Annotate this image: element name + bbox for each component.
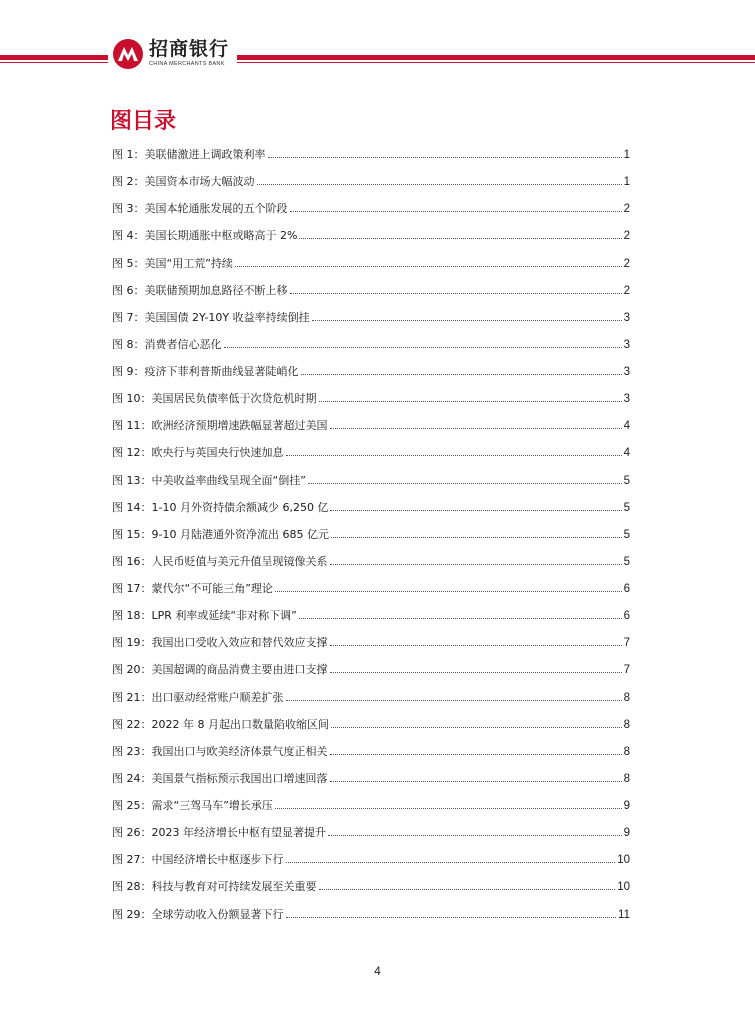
toc-leader-dots	[330, 663, 622, 673]
toc-entry-label: 图 2：美国资本市场大幅波动	[112, 175, 255, 189]
toc-entry[interactable]	[112, 521, 630, 548]
toc-entry-page: 10	[617, 854, 630, 867]
toc-entry-page: 2	[623, 284, 630, 297]
toc-leader-dots	[299, 229, 621, 239]
toc-leader-dots	[330, 501, 621, 511]
toc-leader-dots	[328, 826, 622, 836]
toc-entry[interactable]	[112, 575, 630, 602]
toc-entry-page: 2	[623, 230, 630, 243]
toc-entry-page: 6	[623, 610, 630, 623]
toc-entry-page: 2	[623, 203, 630, 216]
toc-entry[interactable]	[112, 548, 630, 575]
toc-entry-page: 9	[623, 827, 630, 840]
toc-entry-label: 图 15：9-10 月陆港通外资净流出 685 亿元	[112, 527, 329, 541]
toc-entry-label: 图 16：人民币贬值与美元升值呈现镜像关系	[112, 554, 328, 568]
toc-entry[interactable]	[112, 250, 630, 277]
toc-entry-label: 图 28：科技与教育对可持续发展至关重要	[112, 880, 317, 894]
toc-leader-dots	[331, 718, 622, 728]
toc-entry-label: 图 1：美联储激进上调政策利率	[112, 148, 266, 161]
toc-leader-dots	[275, 582, 622, 592]
toc-entry[interactable]	[112, 412, 630, 439]
page-number: 4	[374, 964, 381, 978]
toc-entry[interactable]	[112, 385, 630, 412]
toc-entry-label: 图 19：我国出口受收入效应和替代效应支撑	[112, 636, 328, 650]
toc-entry[interactable]	[112, 277, 630, 304]
toc-leader-dots	[290, 202, 622, 212]
toc-entry[interactable]	[112, 602, 630, 629]
toc-leader-dots	[330, 636, 622, 646]
toc-entry-page: 2	[623, 257, 630, 270]
toc-entry[interactable]	[112, 629, 630, 656]
toc-entry-page: 3	[623, 311, 630, 324]
toc-entry-page: 8	[623, 745, 630, 758]
toc-entry-page: 5	[623, 501, 630, 514]
toc-entry-label: 图 25：需求“三驾马车”增长承压	[112, 799, 273, 812]
toc-entry-label: 图 11：欧洲经济预期增速跌幅显著超过美国	[112, 419, 328, 433]
toc-entry[interactable]	[112, 873, 630, 900]
logo-english-name: CHINA MERCHANTS BANK	[149, 61, 225, 67]
toc-leader-dots	[235, 257, 622, 267]
toc-leader-dots	[286, 908, 617, 918]
toc-entry[interactable]	[112, 819, 630, 846]
toc-entry-label: 图 26：2023 年经济增长中枢有望显著提升	[112, 826, 326, 840]
toc-leader-dots	[224, 338, 622, 348]
toc-entry-page: 8	[623, 718, 630, 731]
toc-leader-dots	[275, 799, 622, 809]
toc-entry[interactable]	[112, 222, 630, 249]
toc-leader-dots	[286, 446, 622, 456]
toc-entry-page: 5	[623, 555, 630, 568]
toc-entry-label: 图 29：全球劳动收入份额显著下行	[112, 907, 284, 921]
toc-entry[interactable]	[112, 467, 630, 494]
toc-entry[interactable]	[112, 195, 630, 222]
toc-entry-label: 图 23：我国出口与欧美经济体景气度正相关	[112, 744, 328, 758]
toc-leader-dots	[290, 284, 622, 294]
toc-leader-dots	[330, 555, 622, 565]
toc-entry-label: 图 14：1-10 月外资持债余额减少 6,250 亿	[112, 500, 329, 514]
toc-leader-dots	[308, 474, 622, 484]
logo-chinese-name: 招商银行	[149, 38, 230, 60]
toc-entry[interactable]	[112, 765, 630, 792]
toc-entry-label: 图 10：美国居民负债率低于次贷危机时期	[112, 392, 317, 406]
toc-entry-label: 图 27：中国经济增长中枢逐步下行	[112, 853, 284, 867]
toc-entry-page: 4	[623, 420, 630, 433]
toc-entry[interactable]	[112, 358, 630, 385]
toc-entry-label: 图 3：美国本轮通胀发展的五个阶段	[112, 202, 288, 216]
toc-entry[interactable]	[112, 738, 630, 765]
figure-index-list	[112, 141, 630, 928]
toc-entry[interactable]	[112, 846, 630, 873]
toc-entry-page: 1	[623, 176, 630, 189]
toc-entry-label: 图 22：2022 年 8 月起出口数量陷收缩区间	[112, 717, 329, 731]
toc-entry-page: 8	[623, 691, 630, 704]
toc-entry[interactable]	[112, 901, 630, 928]
toc-entry[interactable]	[112, 494, 630, 521]
toc-entry-page: 5	[623, 528, 630, 541]
toc-entry-label: 图 9：疫济下菲利普斯曲线显著陡峭化	[112, 365, 299, 378]
toc-entry-page: 11	[618, 908, 630, 921]
toc-entry-label: 图 4：美国长期通胀中枢或略高于 2%	[112, 229, 298, 243]
toc-entry-label: 图 8：消费者信心恶化	[112, 337, 222, 351]
page-title: 图目录	[110, 109, 177, 134]
toc-entry-page: 7	[623, 664, 630, 677]
toc-entry-page: 4	[623, 447, 630, 460]
toc-entry-label: 图 7：美国国债 2Y-10Y 收益率持续倒挂	[112, 310, 310, 324]
toc-leader-dots	[268, 148, 622, 158]
toc-entry[interactable]	[112, 168, 630, 195]
toc-entry-page: 7	[623, 637, 630, 650]
toc-entry-label: 图 20：美国超调的商品消费主要由进口支撑	[112, 663, 328, 677]
toc-leader-dots	[319, 392, 622, 402]
toc-entry-label: 图 5：美国“用工荒”持续	[112, 256, 233, 270]
toc-entry-label: 图 6：美联储预期加息路径不断上移	[112, 283, 288, 297]
toc-entry-label: 图 21：出口驱动经常账户顺差扩张	[112, 690, 284, 704]
toc-entry-page: 3	[623, 393, 630, 406]
toc-entry-label: 图 13：中美收益率曲线呈现全面“倒挂”	[112, 473, 306, 487]
toc-leader-dots	[330, 772, 622, 782]
toc-leader-dots	[331, 528, 622, 538]
toc-entry[interactable]	[112, 331, 630, 358]
toc-leader-dots	[319, 880, 616, 890]
toc-entry[interactable]	[112, 439, 630, 466]
toc-entry[interactable]	[112, 792, 630, 819]
toc-entry-label: 图 18：LPR 利率或延续“非对称下调”	[112, 609, 297, 623]
toc-entry-label: 图 12：欧央行与英国央行快速加息	[112, 446, 284, 460]
toc-entry-label: 图 24：美国景气指标预示我国出口增速回落	[112, 771, 328, 785]
toc-entry[interactable]	[112, 711, 630, 738]
toc-entry[interactable]	[112, 684, 630, 711]
toc-entry[interactable]	[112, 304, 630, 331]
toc-entry[interactable]	[112, 656, 630, 683]
toc-leader-dots	[299, 609, 622, 619]
toc-leader-dots	[312, 311, 622, 321]
toc-entry-page: 3	[623, 366, 630, 378]
toc-entry-page: 9	[623, 800, 630, 812]
toc-entry-label: 图 17：蒙代尔“不可能三角”理论	[112, 582, 273, 595]
toc-entry-page: 5	[623, 474, 630, 487]
toc-leader-dots	[330, 419, 622, 429]
toc-leader-dots	[286, 853, 616, 863]
toc-leader-dots	[330, 745, 622, 755]
toc-leader-dots	[257, 175, 622, 185]
toc-entry[interactable]	[112, 141, 630, 168]
toc-leader-dots	[301, 365, 622, 375]
toc-entry-page: 6	[623, 583, 630, 595]
toc-entry-page: 8	[623, 772, 630, 785]
toc-entry-page: 1	[623, 149, 630, 161]
toc-leader-dots	[286, 691, 622, 701]
toc-entry-page: 3	[623, 338, 630, 351]
toc-entry-page: 10	[617, 881, 630, 894]
bank-logo	[108, 38, 237, 78]
cmb-logo-icon	[112, 38, 144, 70]
